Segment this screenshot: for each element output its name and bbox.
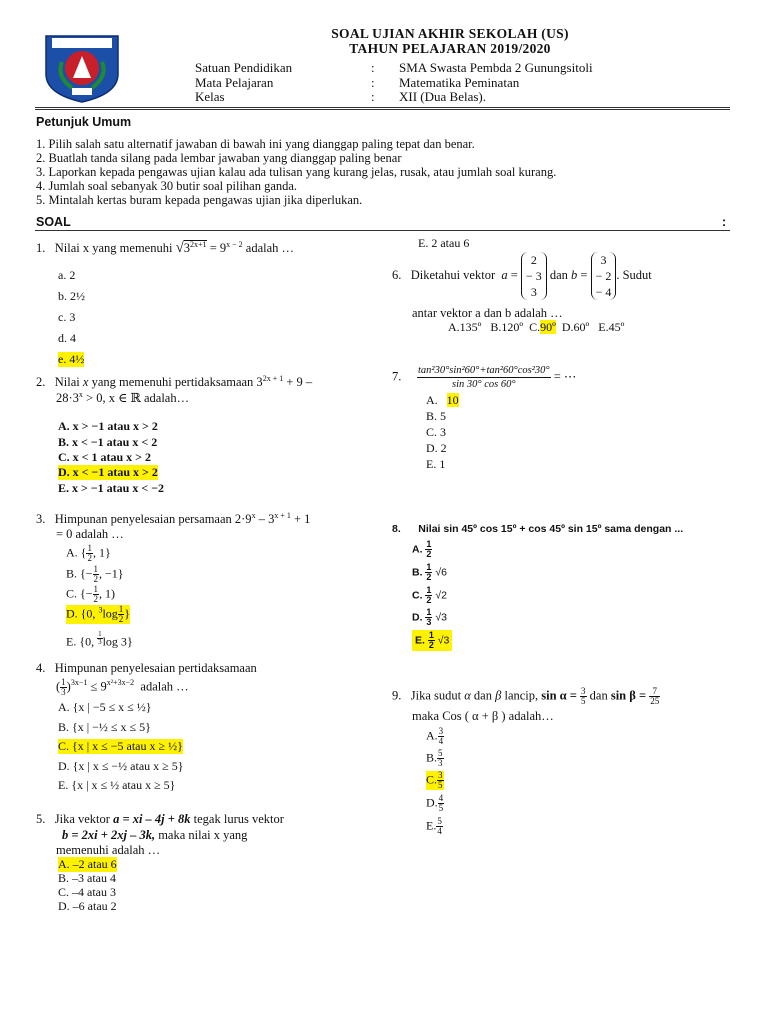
q9-option-a[interactable]: A. $\frac{3}{4}$: [426, 726, 444, 746]
question-3-line2: = 0 adalah …: [56, 527, 124, 541]
q9-option-e[interactable]: E. $\frac{5}{4}$: [426, 816, 442, 836]
q1-option-e[interactable]: e. 4½: [58, 352, 85, 366]
q3-option-c[interactable]: C. {− $\frac{1}{2}$ , 1): [66, 584, 116, 604]
soal-divider: [35, 230, 730, 231]
q9-option-c[interactable]: C. $\frac{3}{5}$: [426, 770, 443, 790]
q2-option-a[interactable]: A. x > −1 atau x > 2: [58, 419, 158, 433]
q5-option-b[interactable]: B. –3 atau 4: [58, 871, 116, 885]
instructions-heading: Petunjuk Umum: [36, 115, 132, 129]
question-2: 2. Nilai x yang memenuhi pertidaksamaan $3^{2x + 1} + 9$ –: [36, 374, 313, 390]
q5-option-d[interactable]: D. –6 atau 2: [58, 899, 117, 913]
q9-option-d[interactable]: D. $\frac{4}{5}$: [426, 793, 444, 813]
q4-option-a[interactable]: A. {x | −5 ≤ x ≤ ½}: [58, 700, 152, 714]
instruction-item: 4. Jumlah soal sebanyak 30 butir soal pilihan ganda.: [36, 179, 298, 193]
q8-option-d[interactable]: D. $\frac{1}{3}$ √3: [412, 607, 447, 627]
soal-heading: SOAL: [36, 215, 71, 229]
q2-option-b[interactable]: B. x < −1 atau x < 2: [58, 435, 158, 449]
q1-option-c[interactable]: c. 3: [58, 310, 76, 324]
q6-option-c[interactable]: C.90º: [529, 320, 556, 334]
q7-option-c[interactable]: C. 3: [426, 425, 447, 439]
q2-option-d[interactable]: D. x < −1 atau x > 2: [58, 465, 158, 479]
question-6-line2: antar vektor a dan b adalah …: [412, 306, 563, 320]
q2-option-e[interactable]: E. x > −1 atau x < −2: [58, 481, 165, 495]
exam-year: TAHUN PELAJARAN 2019/2020: [349, 41, 551, 56]
exam-title: SOAL UJIAN AKHIR SEKOLAH (US): [331, 26, 569, 41]
question-7: 7. $\frac{\text{tan²30°sin²60°+tan²60°cos²30°}}{\sin 30^\circ \cos 60^\circ}$ = ⋯: [392, 365, 577, 390]
q7-option-e[interactable]: E. 1: [426, 457, 446, 471]
question-4: 4. Himpunan penyelesaian pertidaksamaan: [36, 661, 257, 675]
question-9: 9. Jika sudut α dan β lancip, sin α = $\frac{3}{5}$ dan sin β = $\frac{7}{25}$: [392, 686, 660, 706]
q3-option-d[interactable]: D. {0, $^3$log $\frac{1}{2}$ }: [66, 604, 131, 624]
q5-option-e[interactable]: E. 2 atau 6: [418, 236, 470, 250]
school-emblem-icon: [42, 32, 122, 104]
q7-option-d[interactable]: D. 2: [426, 441, 447, 455]
header-divider-2: [35, 109, 730, 110]
q3-option-e[interactable]: E. {0, $^{\frac{1}{3}}$ log 3}: [66, 630, 133, 649]
question-8: 8. Nilai sin 45º cos 15º + cos 45º sin 15º sama dengan ...: [392, 523, 684, 535]
question-1: 1. Nilai x yang memenuhi $√3^{2x+1} = 9^{x - 2}$ adalah …: [36, 240, 295, 257]
q1-option-d[interactable]: d. 4: [58, 331, 76, 345]
q8-option-b[interactable]: B. $\frac{1}{2}$ √6: [412, 562, 447, 582]
q3-option-a[interactable]: A. { $\frac{1}{2}$ , 1}: [66, 543, 111, 563]
question-5-line3: memenuhi adalah …: [56, 843, 161, 857]
soal-colon: :: [722, 215, 727, 229]
q6-option-b[interactable]: B.120º: [490, 320, 524, 334]
q4-option-d[interactable]: D. {x | x ≤ −½ atau x ≥ 5}: [58, 759, 184, 773]
q6-option-d[interactable]: D.60º: [561, 320, 590, 334]
question-2-line2: $28\cdot 3^x > 0$, x ∈ ℝ adalah…: [56, 390, 190, 406]
q8-option-e[interactable]: E. $\frac{1}{2}$ √3: [412, 630, 452, 651]
q7-option-a[interactable]: A. 10: [426, 393, 459, 407]
instruction-item: 1. Pilih salah satu alternatif jawaban di bawah ini yang dianggap paling tepat dan benar.: [36, 137, 475, 151]
q4-option-b[interactable]: B. {x | −½ ≤ x ≤ 5}: [58, 720, 151, 734]
question-5: 5. Jika vektor a = xi – 4j + 8k tegak lurus vektor: [36, 812, 284, 826]
instruction-item: 2. Buatlah tanda silang pada lembar jawaban yang dianggap paling benar: [36, 151, 402, 165]
q1-option-a[interactable]: a. 2: [58, 268, 76, 282]
q6-options: [448, 320, 624, 335]
q3-option-b[interactable]: B. {− $\frac{1}{2}$ , −1}: [66, 564, 124, 584]
instruction-item: 5. Mintalah kertas buram kepada pengawas ujian jika diperlukan.: [36, 193, 363, 207]
question-9-line2: maka Cos ( α + β ) adalah…: [412, 709, 554, 723]
question-6: 6. Diketahui vektor a = 2 − 3 3 dan b = 3 − 2 − 4. Sudut: [392, 253, 652, 299]
q6-option-a[interactable]: A.135º: [448, 320, 482, 334]
q6-option-e[interactable]: E.45º: [598, 320, 625, 334]
q5-option-a[interactable]: A. –2 atau 6: [58, 857, 117, 871]
q5-option-c[interactable]: C. –4 atau 3: [58, 885, 116, 899]
q8-option-c[interactable]: C. $\frac{1}{2}$ √2: [412, 585, 447, 605]
q2-option-c[interactable]: C. x < 1 atau x > 2: [58, 450, 152, 464]
q4-option-e[interactable]: E. {x | x ≤ ½ atau x ≥ 5}: [58, 778, 176, 792]
q9-option-b[interactable]: B. $\frac{5}{3}$: [426, 748, 443, 768]
header-divider: [35, 107, 730, 108]
instruction-item: 3. Laporkan kepada pengawas ujian kalau ada tulisan yang kurang jelas, rusak, atau jumlah soal kurang.: [36, 165, 557, 179]
q7-option-b[interactable]: B. 5: [426, 409, 447, 423]
question-5-line2: b = 2xi + 2xj – 3k, maka nilai x yang: [62, 828, 248, 842]
q4-option-c[interactable]: C. {x | x ≤ −5 atau x ≥ ½}: [58, 739, 183, 753]
question-3: 3. Himpunan penyelesaian persamaan $2\cdot 9^x - 3^{x + 1} + 1$: [36, 511, 311, 527]
q1-option-b[interactable]: b. 2½: [58, 289, 85, 303]
question-4-line2: ( $\frac{1}{3}$ )$^{3x-1} \le 9^{x^2+3x-2}$ adalah …: [56, 677, 189, 697]
q8-option-a[interactable]: A. $\frac{1}{2}$: [412, 539, 432, 559]
